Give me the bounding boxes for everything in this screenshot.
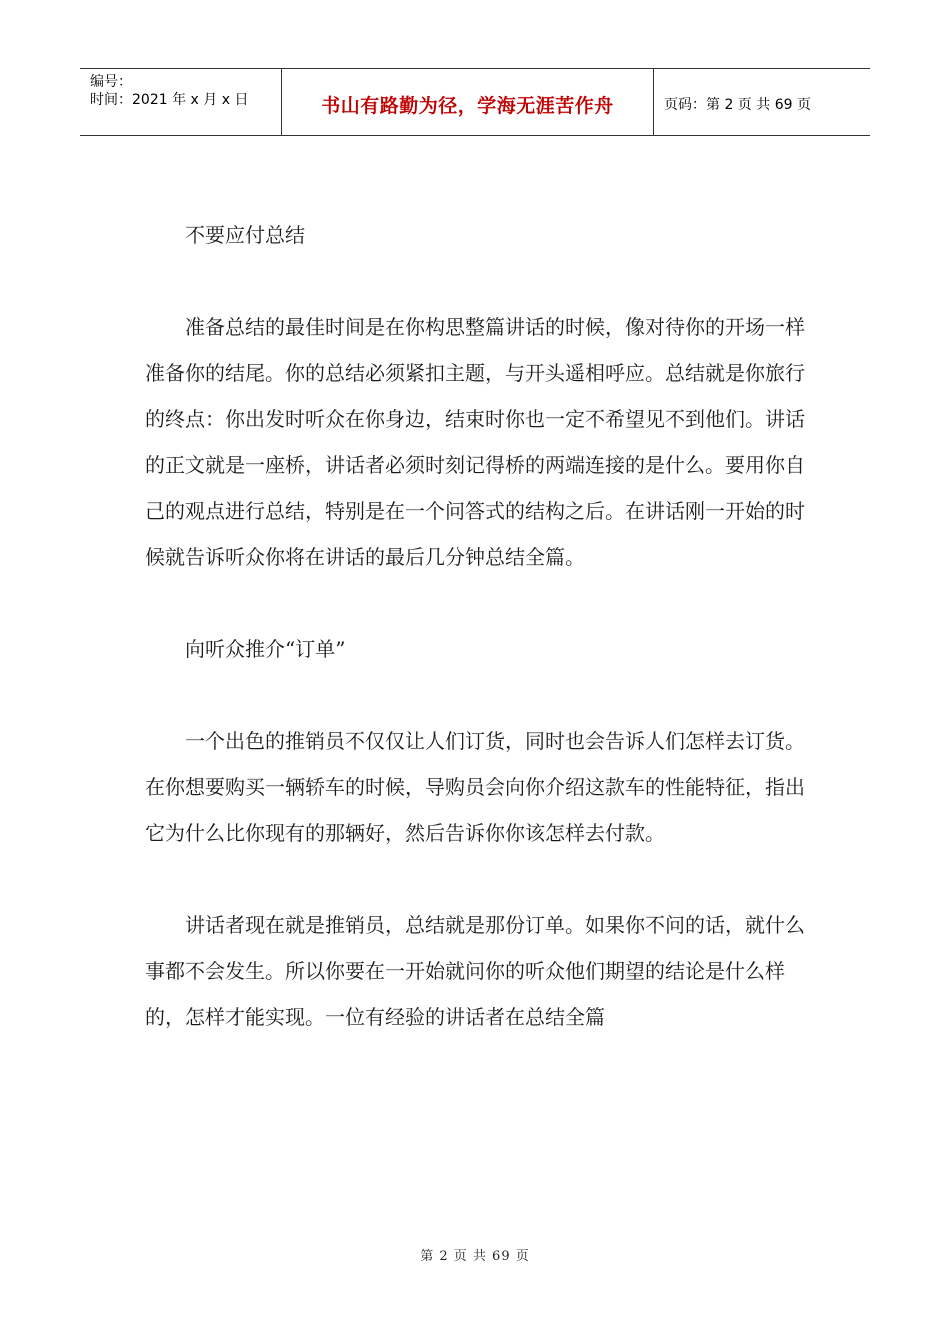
header-page-cell — [654, 69, 870, 135]
header-page-number: 页码：第 2 页 共 69 页 — [664, 97, 811, 113]
section-heading: 不要应付总结 — [185, 223, 305, 247]
header-motto: 书山有路勤为径，学海无涯苦作舟 — [321, 94, 614, 117]
paragraph: 讲话者现在就是推销员，总结就是那份订单。如果你不问的话，就什么事都不会发生。所以你要在一开始就问你的听众他们期望的结论是什么样的，怎样才能实现。一位有经验的讲话者在总结全篇 — [145, 913, 805, 1029]
paragraph: 准备总结的最佳时间是在你构思整篇讲话的时候，像对待你的开场一样准备你的结尾。你的总结必须紧扣主题，与开头遥相呼应。总结就是你旅行的终点：你出发时听众在你身边，结束时你也一定不希望见不到他们。讲话的正文就是一座桥，讲话者必须时刻记得桥的两端连接的是什么。要用你自己的观点进行总结，特别是在一个问答式的结构之后。在讲话刚一开始的时候就告诉听众你将在讲话的最后几分钟总结全篇。 — [145, 315, 805, 569]
page-footer: 第 2 页 共 69 页 — [420, 1249, 530, 1264]
section-heading: 向听众推介“订单” — [185, 637, 346, 661]
page-header — [80, 68, 870, 136]
document-date-label: 时间：2021 年 x 月 x 日 — [90, 92, 249, 108]
header-motto-cell — [282, 69, 654, 135]
document-body — [145, 212, 805, 1040]
document-number-label: 编号： — [90, 74, 132, 90]
paragraph: 一个出色的推销员不仅仅让人们订货，同时也会告诉人们怎样去订货。在你想要购买一辆轿车的时候，导购员会向你介绍这款车的性能特征，指出它为什么比你现有的那辆好，然后告诉你你该怎样去付款。 — [145, 729, 805, 845]
header-meta — [80, 69, 282, 135]
